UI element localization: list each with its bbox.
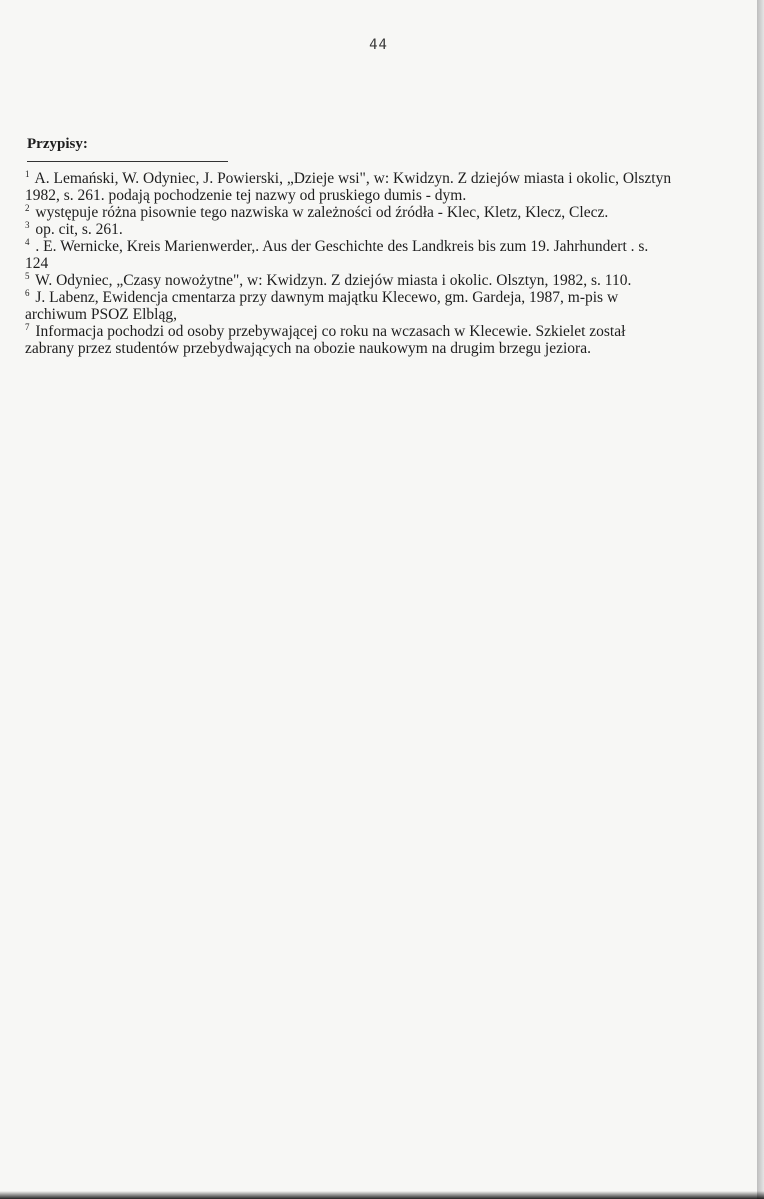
footnotes-heading: Przypisy: bbox=[27, 136, 88, 152]
footnote-marker: 1 bbox=[25, 169, 30, 179]
scan-edge-bottom bbox=[0, 1191, 764, 1199]
footnote-marker: 4 bbox=[25, 237, 30, 247]
footnote-marker: 2 bbox=[25, 203, 30, 213]
footnote-5 bbox=[25, 272, 675, 289]
footnote-4 bbox=[25, 238, 675, 272]
footnote-marker: 5 bbox=[25, 271, 30, 281]
footnote-text: występuje różna pisownie tego nazwiska w zależności od źródła - Klec, Kletz, Klecz, Clecz. bbox=[35, 204, 609, 221]
footnote-text: J. Labenz, Ewidencja cmentarza przy dawnym majątku Klecewo, gm. Gardeja, 1987, m-pis w archiwum PSOZ Elbląg, bbox=[25, 289, 619, 323]
footnote-text: op. cit, s. 261. bbox=[35, 221, 123, 238]
footnote-6 bbox=[25, 289, 675, 323]
footnotes-list bbox=[25, 170, 675, 357]
footnote-marker: 7 bbox=[25, 322, 30, 332]
footnote-3 bbox=[25, 221, 675, 238]
footnote-text: A. Lemański, W. Odyniec, J. Powierski, „Dzieje wsi", w: Kwidzyn. Z dziejów miasta i okolic, Olsztyn 1982, s. 261. podają pochodzenie tej nazwy od pruskiego dumis - dym. bbox=[25, 170, 672, 204]
footnote-1 bbox=[25, 170, 675, 204]
footnote-text: . E. Wernicke, Kreis Marienwerder,. Aus der Geschichte des Landkreis bis zum 19. Jahrhundert . s. 124 bbox=[25, 238, 649, 272]
scan-edge-right bbox=[757, 0, 764, 1199]
footnote-marker: 3 bbox=[25, 220, 30, 230]
footnote-7 bbox=[25, 323, 675, 357]
footnote-text: W. Odyniec, „Czasy nowożytne", w: Kwidzyn. Z dziejów miasta i okolic. Olsztyn, 1982, s. 110. bbox=[35, 272, 632, 289]
footnotes-divider bbox=[27, 161, 228, 162]
page-number: 44 bbox=[369, 37, 388, 53]
footnote-text: Informacja pochodzi od osoby przebywającej co roku na wczasach w Klecewie. Szkielet został zabrany przez studentów przebydwających na obozie naukowym na drugim brzegu jeziora. bbox=[25, 323, 626, 357]
footnote-marker: 6 bbox=[25, 288, 30, 298]
footnote-2 bbox=[25, 204, 675, 221]
